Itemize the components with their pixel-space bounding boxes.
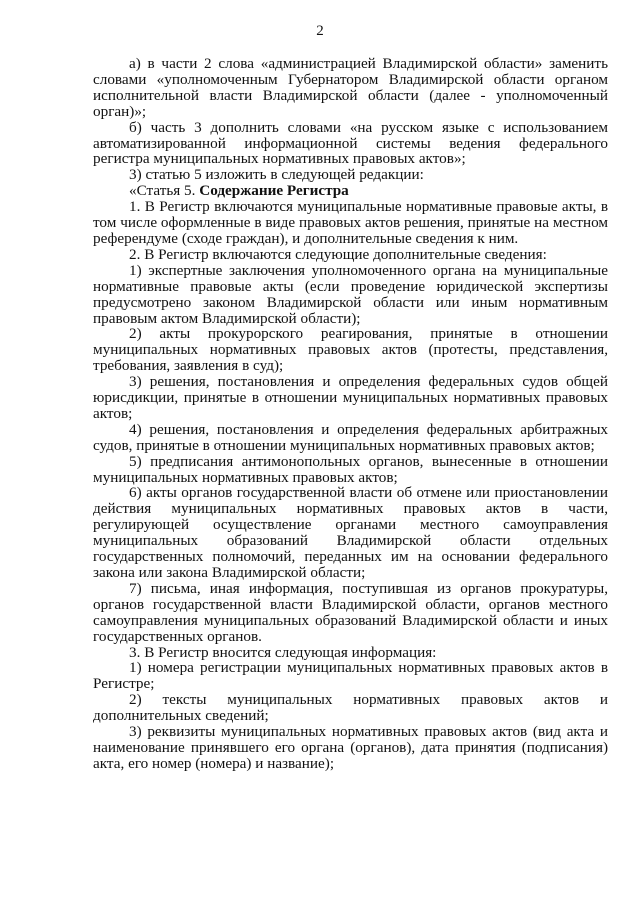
clause-2-item-2: 2) акты прокурорского реагирования, принятые в отношении муниципальных нормативных правовых актов (протесты, представления, требования, заявления в суд); xyxy=(93,325,608,375)
clause-2-item-6: 6) акты органов государственной власти об отмене или приостановлении действия муниципальных нормативных правовых актов в части, регулирующей осуществление органами местного самоуправления муниципальных образований Владимирской области отдельных государственных полномочий, переданных им на основании федерального закона или закона Владимирской области; xyxy=(93,484,608,581)
clause-2-item-3: 3) решения, постановления и определения федеральных судов общей юрисдикции, принятые в отношении муниципальных нормативных правовых актов; xyxy=(93,373,608,422)
paragraph-amend-part-2: а) в части 2 слова «администрацией Владимирской области» заменить словами «уполномоченным Губернатором Владимирской области органом исполнительной власти Владимирской области (далее - уполномоченный орган)»; xyxy=(93,55,608,120)
page-number: 2 xyxy=(316,23,324,39)
clause-1: 1. В Регистр включаются муниципальные нормативные правовые акты, в том числе оформленные в виде правовых актов решения, принятые на местном референдуме (сходе граждан), и дополнительные сведения к ним. xyxy=(93,198,608,247)
paragraph-article-5-intro: 3) статью 5 изложить в следующей редакции: xyxy=(129,166,424,184)
clause-2-item-1: 1) экспертные заключения уполномоченного органа на муниципальные нормативные правовые акты (если проведение юридической экспертизы предусмотрено законом Владимирской области или иным нормативным правовым актом Владимирской области); xyxy=(93,261,608,327)
clause-3-item-1: 1) номера регистрации муниципальных нормативных правовых актов в Регистре; xyxy=(93,659,608,693)
clause-3: 3. В Регистр вносится следующая информация: xyxy=(129,643,437,661)
clause-2-item-4: 4) решения, постановления и определения федеральных арбитражных судов, принятые в отношении муниципальных нормативных правовых актов; xyxy=(93,420,608,454)
document-body xyxy=(93,56,608,772)
paragraph-amend-part-3: б) часть 3 дополнить словами «на русском языке с использованием автоматизированной информационной системы ведения федерального регистра муниципальных нормативных правовых актов»; xyxy=(93,118,608,168)
clause-3-item-2: 2) тексты муниципальных нормативных правовых актов и дополнительных сведений; xyxy=(93,691,608,725)
article-title: Содержание Регистра xyxy=(199,182,349,200)
clause-2-item-5: 5) предписания антимонопольных органов, вынесенные в отношении муниципальных нормативных правовых актов; xyxy=(93,452,608,486)
article-heading xyxy=(93,183,608,199)
clause-3-item-3: 3) реквизиты муниципальных нормативных правовых актов (вид акта и наименование принявшего его органа (органов), дата принятия (подписания) акта, его номер (номера) и название); xyxy=(93,723,608,772)
clause-2-item-7: 7) письма, иная информация, поступившая из органов прокуратуры, органов государственной власти Владимирской области, органов местного самоуправления муниципальных образований Владимирской области и иных государственных органов. xyxy=(93,579,608,645)
clause-2: 2. В Регистр включаются следующие дополнительные сведения: xyxy=(129,245,547,263)
article-prefix: «Статья 5. xyxy=(129,182,200,200)
